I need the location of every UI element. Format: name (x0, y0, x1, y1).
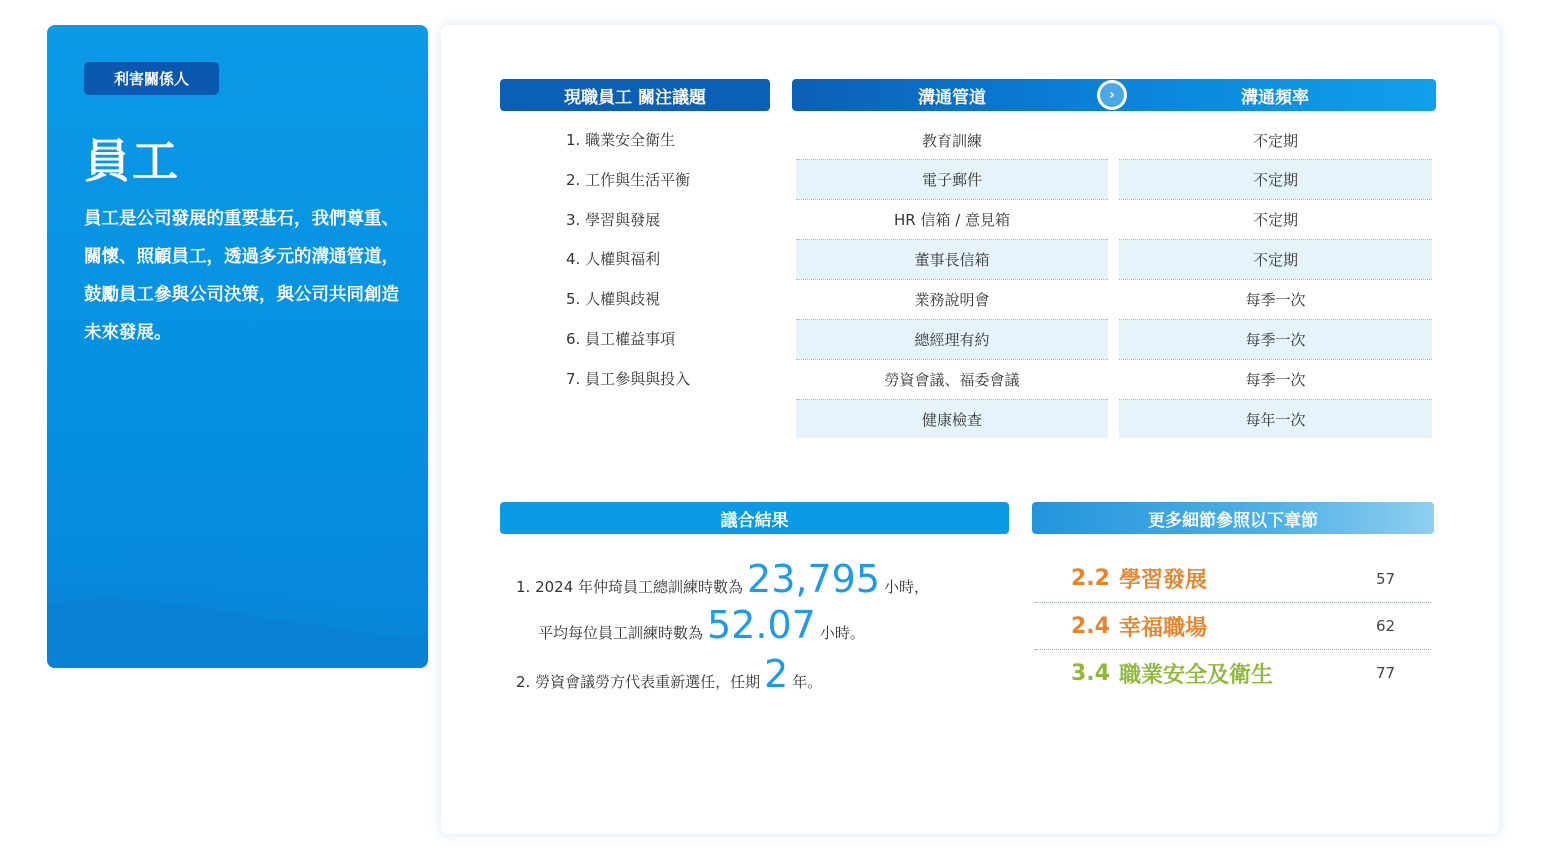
chapter-page: 77 (1376, 664, 1396, 682)
chapter-page: 57 (1376, 569, 1396, 588)
list-item: 1. 職業安全衛生 (566, 131, 676, 149)
stakeholder-panel (47, 25, 428, 668)
chapter-number: 2.4 (1071, 613, 1110, 639)
more-header (1032, 502, 1434, 534)
result-line-3 (516, 652, 822, 696)
list-item: 4. 人權與福利 (566, 250, 661, 269)
result-value: 23,795 (747, 557, 880, 601)
table-cell-frequency: 不定期 (1119, 159, 1432, 199)
frequency-header-label: 溝通頻率 (1241, 87, 1309, 108)
result-value: 2 (764, 652, 789, 696)
result-value: 52.07 (707, 603, 816, 647)
table-cell-channel: 電子郵件 (796, 159, 1108, 199)
result-unit: 小時。 (819, 624, 865, 642)
table-cell-frequency: 不定期 (1119, 239, 1432, 279)
chapter-link-3-4[interactable] (1035, 649, 1431, 696)
chapter-link-2-4[interactable] (1035, 602, 1431, 649)
issues-header-label: 現職員工 關注議題 (564, 87, 706, 108)
results-header (500, 502, 1009, 534)
stakeholder-description: 員工是公司發展的重要基石，我們尊重、關懷、照顧員工，透過多元的溝通管道，鼓勵員工參與公司決策，與公司共同創造未來發展。 (84, 209, 399, 343)
table-cell-frequency: 不定期 (1119, 199, 1432, 239)
table-cell-frequency: 不定期 (1252, 131, 1298, 150)
chapter-link-2-2[interactable] (1035, 555, 1431, 602)
list-item: 5. 人權與歧視 (566, 290, 661, 309)
list-item: 3. 學習與發展 (566, 210, 661, 229)
result-line-1 (516, 557, 929, 601)
list-item: 2. 工作與生活平衡 (566, 170, 691, 189)
chapter-page: 62 (1376, 617, 1396, 635)
content-panel (441, 25, 1499, 834)
table-cell-channel: 董事長信箱 (796, 239, 1108, 279)
result-unit: 小時， (884, 578, 930, 596)
table-cell-frequency: 每年一次 (1119, 399, 1432, 438)
more-header-label: 更多細節參照以下章節 (1148, 510, 1318, 531)
table-cell-frequency: 每季一次 (1119, 359, 1432, 399)
stakeholder-tag: 利害關係人 (84, 62, 219, 95)
chapter-title: 學習發展 (1119, 568, 1208, 593)
table-cell-channel: HR 信箱 / 意見箱 (796, 199, 1108, 239)
results-header-label: 議合結果 (720, 510, 789, 531)
chevron-right-icon: › (1100, 83, 1124, 107)
decorative-wave (47, 558, 428, 668)
issues-list (566, 120, 690, 399)
list-item: 7. 員工參與與投入 (566, 369, 691, 388)
stakeholder-title: 員工 (84, 134, 180, 188)
issues-header (500, 79, 770, 111)
result-line-2 (516, 603, 865, 647)
channel-header-label: 溝通管道 (918, 87, 986, 108)
chapter-number: 2.2 (1071, 566, 1110, 591)
table-cell-frequency: 每季一次 (1119, 279, 1432, 319)
table-cell-channel: 健康檢查 (796, 399, 1108, 438)
table-cell-frequency: 每季一次 (1119, 319, 1432, 359)
table-cell-channel: 業務說明會 (796, 279, 1108, 319)
chapter-title: 職業安全及衛生 (1119, 662, 1274, 688)
result-unit: 年。 (792, 673, 823, 691)
list-item: 6. 員工權益事項 (566, 329, 676, 348)
table-cell-channel: 勞資會議、福委會議 (796, 359, 1108, 399)
channel-header (792, 79, 1436, 111)
table-cell-channel: 教育訓練 (921, 131, 982, 150)
result-text: 1. 2024 年仲琦員工總訓練時數為 (516, 578, 744, 596)
result-text: 2. 勞資會議勞方代表重新選任，任期 (516, 673, 761, 691)
chapter-number: 3.4 (1071, 660, 1110, 686)
table-cell-channel: 總經理有約 (796, 319, 1108, 359)
chapter-title: 幸福職場 (1119, 615, 1208, 641)
result-text: 平均每位員工訓練時數為 (538, 624, 704, 642)
